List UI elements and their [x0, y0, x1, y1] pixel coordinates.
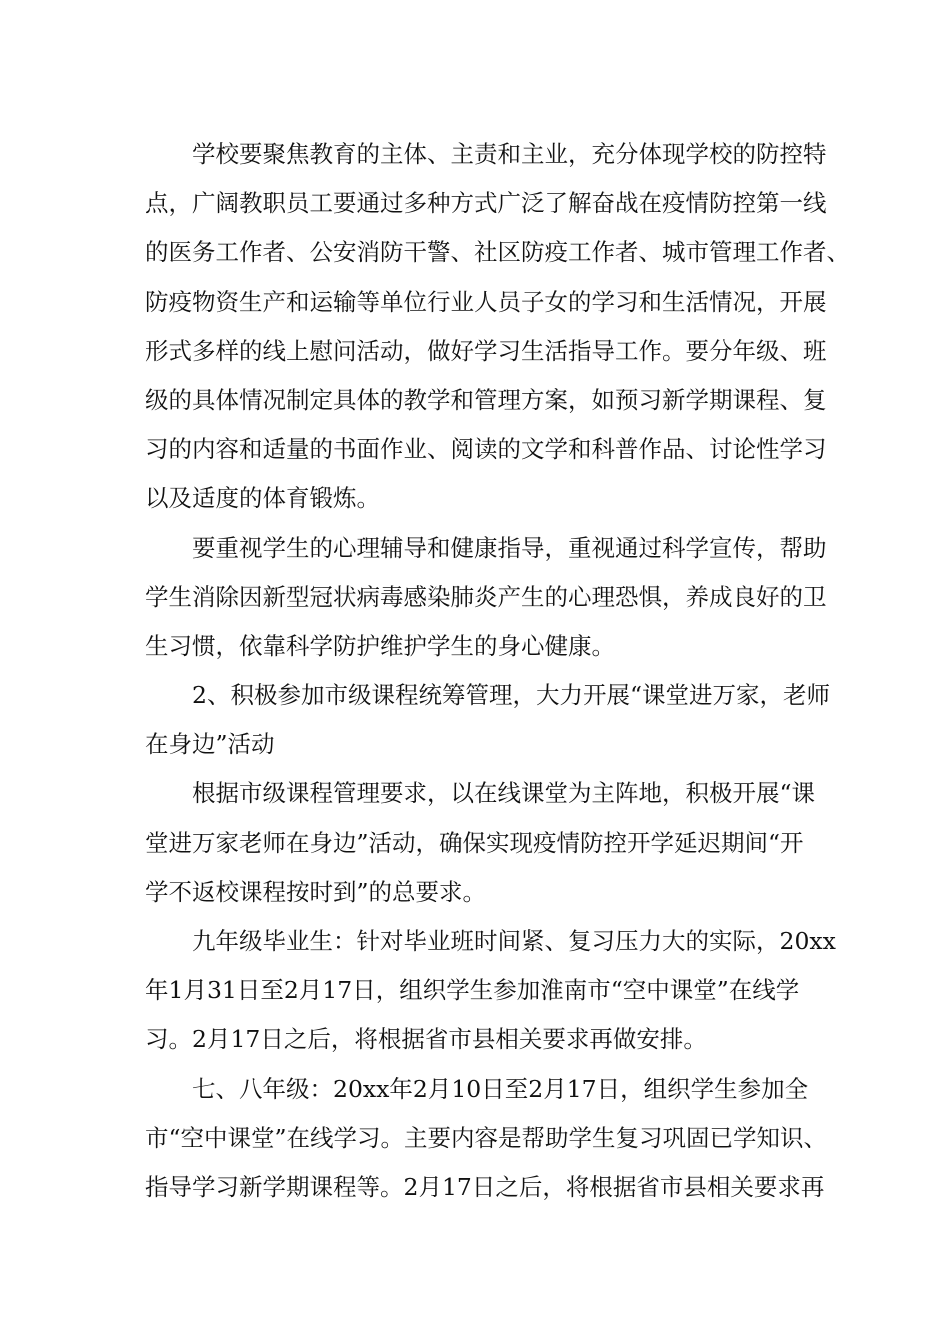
- paragraph-1-line-7: 习的内容和适量的书面作业、阅读的文学和科普作品、讨论性学习: [145, 435, 827, 464]
- paragraph-3-line-1: 根据市级课程管理要求，以在线课堂为主阵地，积极开展“课: [192, 779, 816, 808]
- paragraph-1-line-1: 学校要聚焦教育的主体、主责和主业，充分体现学校的防控特: [192, 140, 827, 168]
- paragraph-3-line-2: 堂进万家老师在身边”活动，确保实现疫情防控开学延迟期间“开: [145, 828, 804, 857]
- paragraph-5-line-1: 七、八年级：20xx年2月10日至2月17日，组织学生参加全: [192, 1074, 809, 1103]
- paragraph-4-line-3: 习。2月17日之后，将根据省市县相关要求再做安排。: [145, 1025, 707, 1054]
- section-heading-line-1: 2、积极参加市级课程统筹管理，大力开展“课堂进万家，老师: [192, 681, 830, 710]
- paragraph-2-line-3: 生习惯，依靠科学防护维护学生的身心健康。: [145, 631, 615, 660]
- paragraph-5-line-3: 指导学习新学期课程等。2月17日之后，将根据省市县相关要求再: [145, 1172, 825, 1201]
- document-body: [145, 130, 850, 1212]
- paragraph-2-line-1: 要重视学生的心理辅导和健康指导，重视通过科学宣传，帮助: [192, 533, 827, 562]
- paragraph-4-line-1: 九年级毕业生：针对毕业班时间紧、复习压力大的实际，20xx: [192, 927, 836, 955]
- paragraph-1-line-3: 的医务工作者、公安消防干警、社区防疫工作者、城市管理工作者、: [145, 238, 850, 267]
- paragraph-1-line-5: 形式多样的线上慰问活动，做好学习生活指导工作。要分年级、班: [145, 336, 827, 365]
- paragraph-1-line-2: 点，广阔教职员工要通过多种方式广泛了解奋战在疫情防控第一线: [145, 189, 827, 218]
- paragraph-3-line-3: 学不返校课程按时到”的总要求。: [145, 877, 487, 906]
- paragraph-5-line-2: 市“空中课堂”在线学习。主要内容是帮助学生复习巩固已学知识、: [145, 1123, 828, 1152]
- paragraph-1-line-8: 以及适度的体育锻炼。: [145, 484, 380, 513]
- section-heading-line-2: 在身边”活动: [145, 730, 275, 759]
- paragraph-1-line-4: 防疫物资生产和运输等单位行业人员子女的学习和生活情况，开展: [145, 287, 827, 316]
- paragraph-4-line-2: 年1月31日至2月17日，组织学生参加淮南市“空中课堂”在线学: [145, 976, 800, 1005]
- paragraph-2-line-2: 学生消除因新型冠状病毒感染肺炎产生的心理恐惧，养成良好的卫: [145, 582, 827, 611]
- paragraph-1-line-6: 级的具体情况制定具体的教学和管理方案，如预习新学期课程、复: [145, 385, 827, 414]
